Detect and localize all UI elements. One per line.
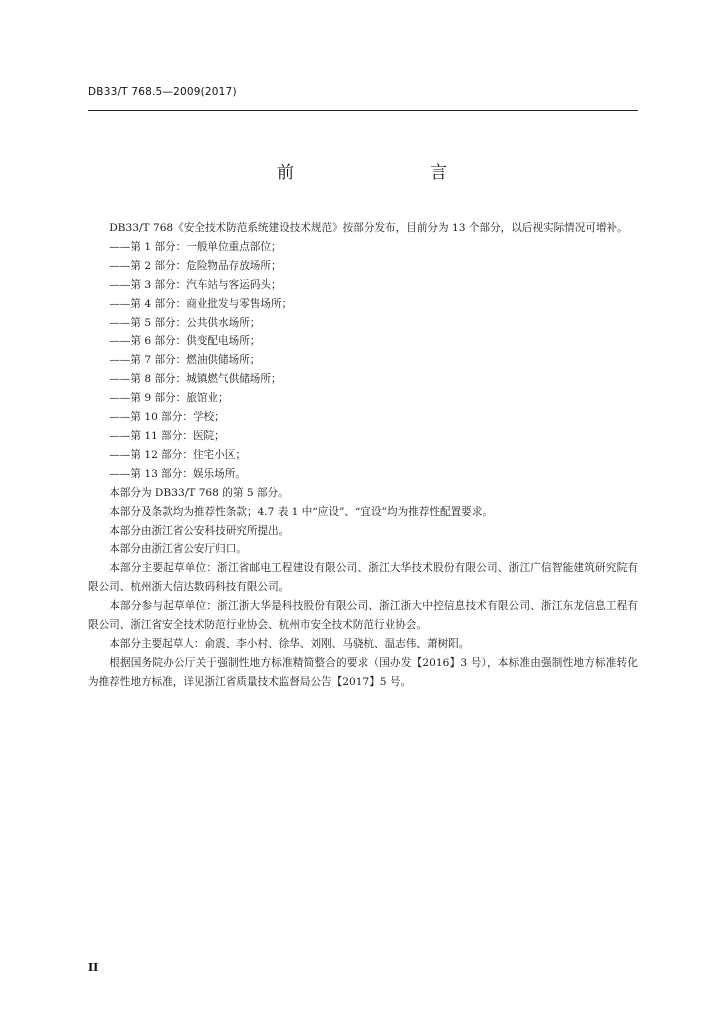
standard-code: DB33/T 768.5—2009(2017) bbox=[88, 86, 237, 98]
part-item: ——第 8 部分：城镇燃气供储场所； bbox=[109, 373, 282, 386]
main-drafters-units-paragraph: 本部分主要起草单位：浙江省邮电工程建设有限公司、浙江大华技术股份有限公司、浙江广信智能建筑研究院有限公司、杭州浙大信达数码科技有限公司。 bbox=[88, 562, 638, 594]
part-item: ——第 2 部分：危险物品存放场所； bbox=[109, 259, 282, 272]
part-item: ——第 3 部分：汽车站与客运码头； bbox=[109, 278, 282, 291]
main-drafters-paragraph: 本部分主要起草人：俞震、李小村、徐华、刘刚、马骁杭、温志伟、萧树阳。 bbox=[109, 637, 470, 650]
parts-list bbox=[88, 238, 638, 484]
part-item: ——第 5 部分：公共供水场所； bbox=[109, 316, 261, 329]
part-item: ——第 11 部分：医院； bbox=[109, 429, 225, 442]
page-title: 前 言 bbox=[277, 163, 481, 183]
part-item: ——第 10 部分：学校； bbox=[109, 411, 225, 424]
document-body bbox=[88, 219, 638, 692]
part-item: ——第 12 部分：住宅小区； bbox=[109, 448, 246, 461]
conversion-note-paragraph: 根据国务院办公厅关于强制性地方标准精简整合的要求（国办发【2016】3 号），本标准由强制性地方标准转化为推荐性地方标准，详见浙江省质量技术监督局公告【2017】5 号。 bbox=[88, 656, 638, 688]
part-scope-paragraph: 本部分为 DB33/T 768 的第 5 部分。 bbox=[109, 486, 289, 499]
participating-units-paragraph: 本部分参与起草单位：浙江浙大华是科技股份有限公司、浙江浙大中控信息技术有限公司、浙江东龙信息工程有限公司、浙江省安全技术防范行业协会、杭州市安全技术防范行业协会。 bbox=[88, 600, 638, 632]
proposer-paragraph: 本部分由浙江省公安科技研究所提出。 bbox=[109, 524, 290, 537]
part-item: ——第 4 部分：商业批发与零售场所； bbox=[109, 297, 293, 310]
page-number: II bbox=[88, 961, 99, 974]
part-item: ——第 7 部分：燃油供储场所； bbox=[109, 354, 261, 367]
recommendation-paragraph: 本部分及条款均为推荐性条款；4.7 表 1 中“应设”、“宜设”均为推荐性配置要求。 bbox=[109, 505, 493, 518]
intro-paragraph: DB33/T 768《安全技术防范系统建设技术规范》按部分发布，目前分为 13 个部分，以后视实际情况可增补。 bbox=[109, 222, 628, 234]
part-item: ——第 13 部分：娱乐场所。 bbox=[109, 467, 246, 480]
part-item: ——第 6 部分：供变配电场所； bbox=[109, 335, 261, 348]
part-item: ——第 1 部分：一般单位重点部位； bbox=[109, 240, 282, 253]
part-item: ——第 9 部分：旅馆业； bbox=[109, 392, 229, 405]
header-rule bbox=[88, 110, 638, 111]
administrator-paragraph: 本部分由浙江省公安厅归口。 bbox=[109, 543, 247, 556]
